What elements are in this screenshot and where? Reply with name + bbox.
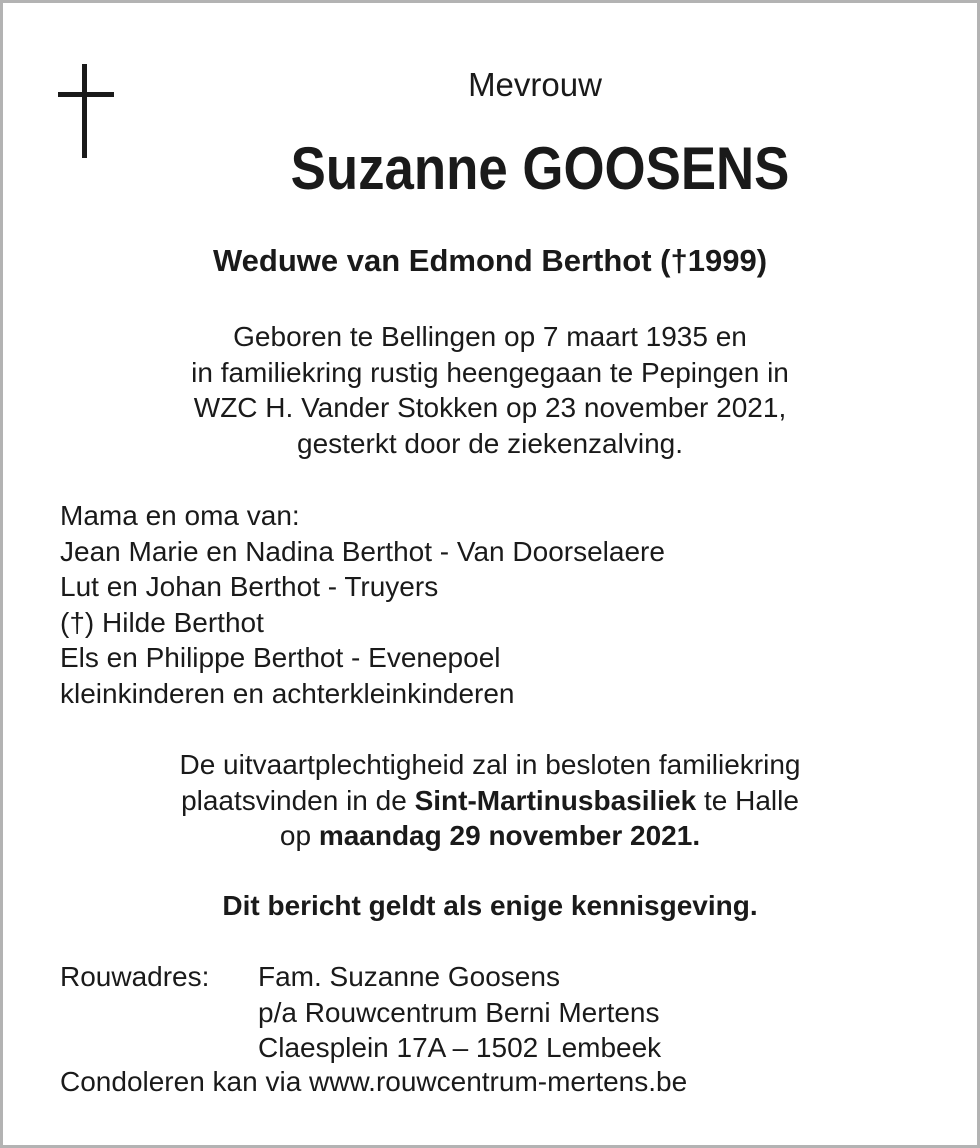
honorific: Mevrouw (468, 66, 602, 103)
funeral-line-1: De uitvaartplechtigheid zal in besloten familiekring (179, 749, 801, 780)
birth-line: gesterkt door de ziekenzalving. (297, 427, 683, 459)
family-line: kleinkinderen en achterkleinkinderen (60, 677, 515, 709)
birth-line: in familiekring rustig heengegaan te Pepingen in (191, 356, 789, 388)
funeral-details (0, 747, 980, 854)
deceased-name: Suzanne GOOSENS (290, 135, 790, 202)
birth-line: WZC H. Vander Stokken op 23 november 2021, (193, 392, 787, 423)
funeral-line-2: plaatsvinden in de Sint-Martinusbasiliek te Halle (181, 784, 799, 816)
birth-line: Geboren te Bellingen op 7 maart 1935 en (233, 321, 747, 352)
family-line: Jean Marie en Nadina Berthot - Van Doorselaere (60, 535, 665, 567)
condolence-link[interactable]: Condoleren kan via www.rouwcentrum-mertens.be (60, 1066, 688, 1097)
church-name: Sint-Martinusbasiliek (414, 784, 697, 816)
family-list (60, 498, 665, 711)
mourning-address (60, 959, 661, 1066)
family-line: Lut en Johan Berthot - Truyers (60, 571, 439, 602)
notice-statement: Dit bericht geldt als enige kennisgeving. (222, 890, 758, 921)
widow-line: Weduwe van Edmond Berthot (†1999) (212, 243, 768, 278)
address-line: Fam. Suzanne Goosens (258, 961, 560, 992)
family-line: Mama en oma van: (60, 500, 300, 531)
address-label: Rouwadres: (60, 961, 210, 992)
family-line: Els en Philippe Berthot - Evenepoel (60, 642, 501, 673)
birth-death-details (0, 319, 980, 461)
funeral-date: maandag 29 november 2021. (318, 820, 701, 851)
funeral-line-3: op maandag 29 november 2021. (279, 820, 701, 851)
family-line: (†) Hilde Berthot (60, 606, 264, 638)
address-line: Claesplein 17A – 1502 Lembeek (258, 1032, 662, 1063)
address-line: p/a Rouwcentrum Berni Mertens (258, 996, 660, 1028)
